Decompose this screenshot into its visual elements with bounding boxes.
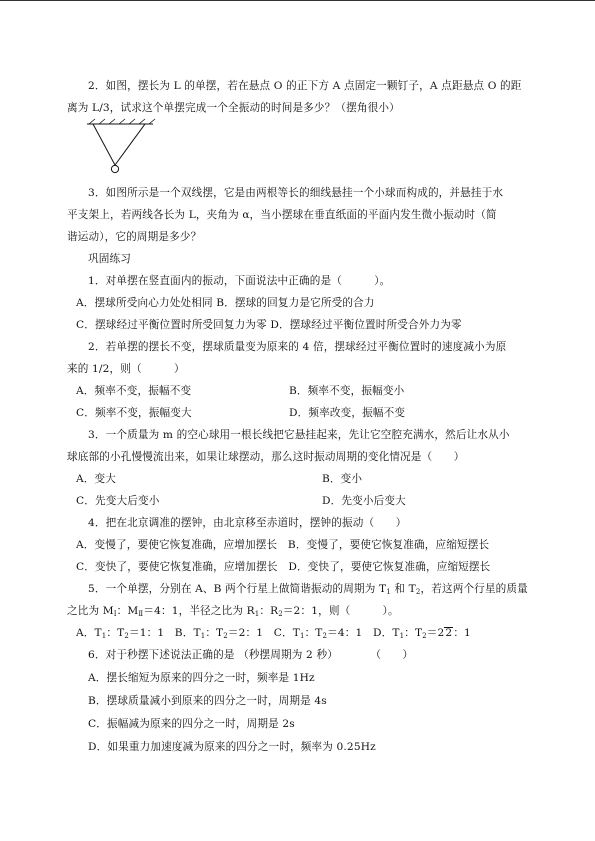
ex2-option-a: A．频率不变，振幅不变 — [76, 385, 192, 397]
ex3-option-b: B．变小 — [322, 473, 363, 485]
ex1-options-row1: A．摆球所受向心力处处相同 B．摆球的回复力是它所受的合力 — [76, 297, 375, 309]
ex3-option-c: C．先变大后变小 — [76, 495, 160, 507]
ex5-options — [76, 626, 471, 643]
ex3-stem1: 3．一个质量为 m 的空心球用一根长线把它悬挂起来，先让它空腔充满水，然后让水从小 — [88, 429, 510, 441]
ex5-stem2: 之比为 $M_Ⅰ$：$M_Ⅱ=4$：1，半径之比为 $R_1$：$R_2=2$：1，则（ ）。 — [67, 605, 399, 618]
ex3-option-d: D．先变小后变大 — [322, 495, 406, 507]
ex2-stem2: 来的 1/2，则（ ） — [67, 363, 185, 375]
ex1-options-row2: C．摆球经过平衡位置时所受回复力为零 D．摆球经过平衡位置时所受合外力为零 — [76, 319, 462, 331]
ex4-stem: 4．把在北京调准的摆钟，由北京移至赤道时，摆钟的振动（ ） — [88, 517, 407, 529]
page-top-border — [0, 0, 595, 1]
q2-line1: 2．如图，摆长为 L 的单摆，若在悬点 O 的正下方 A 点固定一颗钉子，A 点距悬点 O 的距 — [88, 80, 522, 92]
ex6-option-b: B．摆球质量减小到原来的四分之一时，周期是 4s — [88, 695, 327, 707]
ceiling-support — [87, 119, 155, 124]
ex3-stem2: 球底部的小孔慢慢流出来，如果让球摆动，那么这时振动周期的变化情况是（ ） — [67, 451, 465, 463]
pendulum-figure — [85, 118, 157, 178]
ex2-option-c: C．频率不变，振幅变大 — [76, 407, 192, 419]
ex4-options-row1: A．变慢了，要使它恢复准确，应增加摆长 B．变慢了，要使它恢复准确，应缩短摆长 — [76, 539, 490, 551]
ex5-option-d: D．$T_1$：$T_2=22$：1 — [372, 627, 471, 640]
ex6-option-d: D．如果重力加速度减为原来的四分之一时，频率为 0.25Hz — [88, 741, 376, 753]
string-left — [93, 124, 115, 165]
q3-line3: 谐运动），它的周期是多少？ — [67, 231, 202, 243]
ex5-option-b: B．$T_1$：$T_2=2$：1 — [174, 627, 264, 640]
q2-line2: 离为 L/3，试求这个单摆完成一个全振动的时间是多少？（摆角很小） — [67, 102, 400, 114]
ex6-option-c: C．振幅减为原来的四分之一时，周期是 2s — [88, 718, 295, 730]
ex2-stem1: 2．若单摆的摆长不变，摆球质量变为原来的 4 倍，摆球经过平衡位置时的速度减小为原 — [88, 341, 507, 353]
ex2-option-b: B．频率不变，振幅变小 — [289, 385, 405, 397]
string-right — [115, 124, 145, 165]
pendulum-bob — [111, 165, 118, 172]
q3-line1: 3．如图所示是一个双线摆，它是由两根等长的细线悬挂一个小球而构成的，并悬挂于水 — [88, 187, 504, 199]
ex2-option-d: D．频率改变，振幅不变 — [289, 407, 406, 419]
q3-line2: 平支架上，若两线各长为 L，夹角为 α，当小摆球在垂直纸面的平面内发生微小振动时（简 — [67, 209, 497, 221]
ex5-option-a: A．$T_1$：$T_2=1$：1 — [76, 627, 165, 640]
ex5-stem1: 5．一个单摆，分别在 A、B 两个行星上做简谐振动的周期为 $T_1$ 和 $T_2$，若这两个行星的质量 — [88, 583, 528, 596]
ex4-options-row2: C．变快了，要使它恢复准确，应增加摆长 D．变快了，要使它恢复准确，应缩短摆长 — [76, 561, 491, 573]
ex3-option-a: A．变大 — [76, 473, 117, 485]
ex5-option-c: C．$T_1$：$T_2=4$：1 — [273, 627, 363, 640]
ex6-stem: 6．对于秒摆下述说法正确的是 （秒摆周期为 2 秒） （ ） — [88, 649, 414, 661]
ex6-option-a: A．摆长缩短为原来的四分之一时，频率是 1Hz — [88, 672, 315, 684]
section-title: 巩固练习 — [88, 253, 131, 265]
sqrt-symbol: 2 — [445, 627, 453, 639]
ex1-stem: 1．对单摆在竖直面内的振动，下面说法中正确的是（ ）。 — [88, 275, 391, 287]
